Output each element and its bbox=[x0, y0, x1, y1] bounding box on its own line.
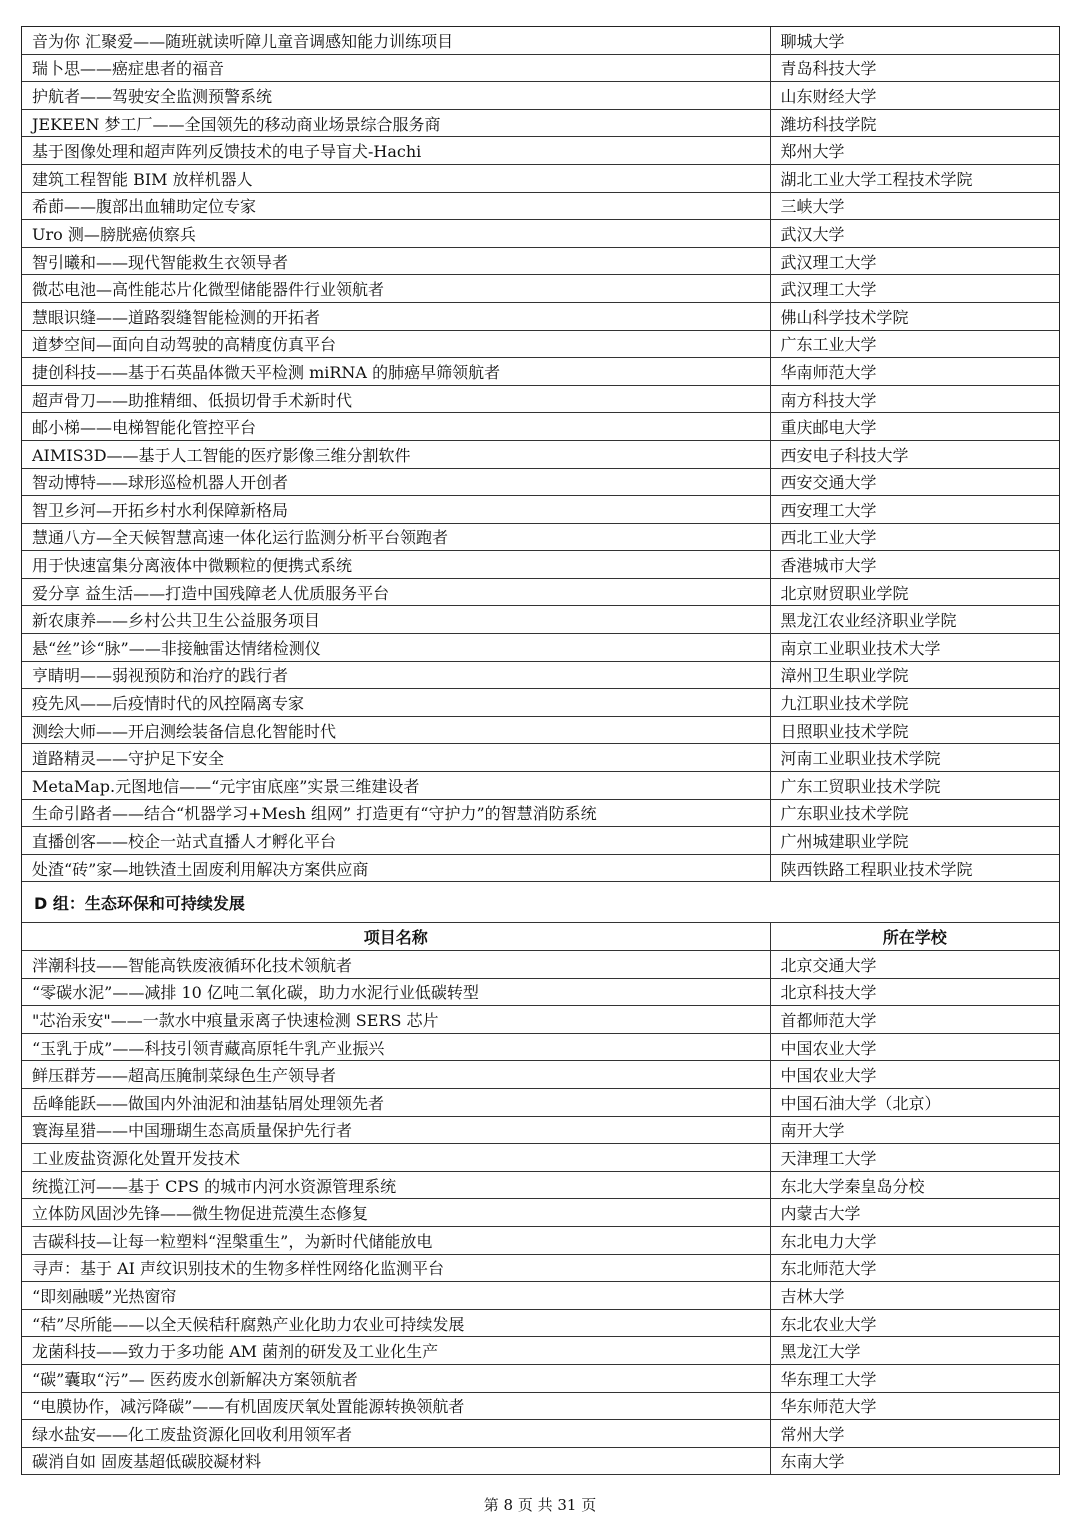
school-cell: 内蒙古大学 bbox=[770, 1199, 1059, 1227]
project-name-cell: 希莭——腹部出血辅助定位专家 bbox=[22, 192, 770, 220]
project-name-cell: 龙菌科技——致力于多功能 AM 菌剂的研发及工业化生产 bbox=[22, 1337, 770, 1365]
table-row bbox=[22, 275, 1059, 303]
school-cell: 青岛科技大学 bbox=[770, 54, 1059, 82]
table-row bbox=[22, 413, 1059, 441]
project-name-cell: 工业废盐资源化处置开发技术 bbox=[22, 1144, 770, 1172]
school-cell: 中国农业大学 bbox=[770, 1061, 1059, 1089]
header-project-name: 项目名称 bbox=[22, 923, 770, 950]
school-cell: 佛山科学技术学院 bbox=[770, 302, 1059, 330]
project-name-cell: “玉乳于成”——科技引领青藏高原牦牛乳产业振兴 bbox=[22, 1033, 770, 1061]
project-name-cell: 用于快速富集分离液体中微颗粒的便携式系统 bbox=[22, 551, 770, 579]
table-row bbox=[22, 716, 1059, 744]
school-cell: 西安电子科技大学 bbox=[770, 440, 1059, 468]
table-row bbox=[22, 1420, 1059, 1448]
project-name-cell: 邮小梯——电梯智能化管控平台 bbox=[22, 413, 770, 441]
school-cell: 广东工业大学 bbox=[770, 330, 1059, 358]
school-cell: 漳州卫生职业学院 bbox=[770, 661, 1059, 689]
table-row bbox=[22, 1447, 1059, 1475]
school-cell: 吉林大学 bbox=[770, 1282, 1059, 1310]
school-cell: 黑龙江大学 bbox=[770, 1337, 1059, 1365]
project-name-cell: 测绘大师——开启测绘装备信息化智能时代 bbox=[22, 716, 770, 744]
school-cell: 东北农业大学 bbox=[770, 1309, 1059, 1337]
project-name-cell: MetaMap.元图地信——“元宇宙底座”实景三维建设者 bbox=[22, 772, 770, 800]
project-name-cell: 建筑工程智能 BIM 放样机器人 bbox=[22, 164, 770, 192]
table-row bbox=[22, 634, 1059, 662]
table-row bbox=[22, 799, 1059, 827]
school-cell: 聊城大学 bbox=[770, 27, 1059, 54]
project-name-cell: 超声骨刀——助推精细、低损切骨手术新时代 bbox=[22, 385, 770, 413]
school-cell: 广东职业技术学院 bbox=[770, 799, 1059, 827]
table-row bbox=[22, 54, 1059, 82]
table-row bbox=[22, 27, 1059, 54]
project-name-cell: 基于图像处理和超声阵列反馈技术的电子导盲犬-Hachi bbox=[22, 137, 770, 165]
school-cell: 南京工业职业技术大学 bbox=[770, 634, 1059, 662]
school-cell: 河南工业职业技术学院 bbox=[770, 744, 1059, 772]
project-name-cell: 微芯电池—高性能芯片化微型储能器件行业领航者 bbox=[22, 275, 770, 303]
project-name-cell: 统揽江河——基于 CPS 的城市内河水资源管理系统 bbox=[22, 1171, 770, 1199]
project-name-cell: 智动博特——球形巡检机器人开创者 bbox=[22, 468, 770, 496]
table-row bbox=[22, 82, 1059, 110]
table-row bbox=[22, 1282, 1059, 1310]
table-row bbox=[22, 164, 1059, 192]
table-row bbox=[22, 978, 1059, 1006]
school-cell: 东北师范大学 bbox=[770, 1254, 1059, 1282]
table-row bbox=[22, 772, 1059, 800]
school-cell: 华东理工大学 bbox=[770, 1364, 1059, 1392]
table-row bbox=[22, 440, 1059, 468]
project-name-cell: 寰海星猎——中国珊瑚生态高质量保护先行者 bbox=[22, 1116, 770, 1144]
school-cell: 日照职业技术学院 bbox=[770, 716, 1059, 744]
school-cell: 西安交通大学 bbox=[770, 468, 1059, 496]
document-sheet bbox=[21, 26, 1060, 1475]
group-c-table bbox=[22, 27, 1059, 882]
table-row bbox=[22, 606, 1059, 634]
school-cell: 郑州大学 bbox=[770, 137, 1059, 165]
table-row bbox=[22, 1364, 1059, 1392]
school-cell: 首都师范大学 bbox=[770, 1006, 1059, 1034]
school-cell: 华南师范大学 bbox=[770, 358, 1059, 386]
table-row bbox=[22, 1116, 1059, 1144]
project-name-cell: JEKEEN 梦工厂——全国领先的移动商业场景综合服务商 bbox=[22, 109, 770, 137]
table-row bbox=[22, 1337, 1059, 1365]
project-name-cell: 碳消自如 固废基超低碳胶凝材料 bbox=[22, 1447, 770, 1475]
table-row bbox=[22, 689, 1059, 717]
school-cell: 东北大学秦皇岛分校 bbox=[770, 1171, 1059, 1199]
school-cell: 湖北工业大学工程技术学院 bbox=[770, 164, 1059, 192]
school-cell: 广州城建职业学院 bbox=[770, 827, 1059, 855]
school-cell: 西北工业大学 bbox=[770, 523, 1059, 551]
project-name-cell: 新农康养——乡村公共卫生公益服务项目 bbox=[22, 606, 770, 634]
project-name-cell: 寻声：基于 AI 声纹识别技术的生物多样性网络化监测平台 bbox=[22, 1254, 770, 1282]
project-name-cell: 亨睛明——弱视预防和治疗的践行者 bbox=[22, 661, 770, 689]
table-row bbox=[22, 358, 1059, 386]
school-cell: 九江职业技术学院 bbox=[770, 689, 1059, 717]
school-cell: 常州大学 bbox=[770, 1420, 1059, 1448]
school-cell: 重庆邮电大学 bbox=[770, 413, 1059, 441]
table-row bbox=[22, 247, 1059, 275]
group-d-body bbox=[22, 951, 1059, 1475]
school-cell: 武汉理工大学 bbox=[770, 275, 1059, 303]
table-row bbox=[22, 1392, 1059, 1420]
table-row bbox=[22, 661, 1059, 689]
group-c-body bbox=[22, 27, 1059, 882]
table-row bbox=[22, 744, 1059, 772]
project-name-cell: 音为你 汇聚爱——随班就读听障儿童音调感知能力训练项目 bbox=[22, 27, 770, 54]
table-row bbox=[22, 523, 1059, 551]
table-row bbox=[22, 192, 1059, 220]
school-cell: 华东师范大学 bbox=[770, 1392, 1059, 1420]
table-row bbox=[22, 330, 1059, 358]
header-school: 所在学校 bbox=[770, 923, 1059, 950]
project-name-cell: 捷创科技——基于石英晶体微天平检测 miRNA 的肺癌早筛领航者 bbox=[22, 358, 770, 386]
project-name-cell: 绿水盐安——化工废盐资源化回收利用领军者 bbox=[22, 1420, 770, 1448]
table-row bbox=[22, 854, 1059, 882]
project-name-cell: “零碳水泥”——减排 10 亿吨二氧化碳，助力水泥行业低碳转型 bbox=[22, 978, 770, 1006]
project-name-cell: 智卫乡河—开拓乡村水利保障新格局 bbox=[22, 496, 770, 524]
school-cell: 北京财贸职业学院 bbox=[770, 578, 1059, 606]
table-row bbox=[22, 109, 1059, 137]
school-cell: 潍坊科技学院 bbox=[770, 109, 1059, 137]
project-name-cell: 智引曦和——现代智能救生衣领导者 bbox=[22, 247, 770, 275]
school-cell: 北京科技大学 bbox=[770, 978, 1059, 1006]
school-cell: 香港城市大学 bbox=[770, 551, 1059, 579]
group-d-title: D 组：生态环保和可持续发展 bbox=[22, 882, 1059, 923]
project-name-cell: “碳”囊取“污”— 医药废水创新解决方案领航者 bbox=[22, 1364, 770, 1392]
table-row bbox=[22, 1033, 1059, 1061]
project-name-cell: 泮潮科技——智能高铁废液循环化技术领航者 bbox=[22, 951, 770, 979]
table-row bbox=[22, 468, 1059, 496]
project-name-cell: 直播创客——校企一站式直播人才孵化平台 bbox=[22, 827, 770, 855]
table-row bbox=[22, 1144, 1059, 1172]
table-row bbox=[22, 1061, 1059, 1089]
table-header-row bbox=[22, 923, 1059, 950]
page-footer: 第 8 页 共 31 页 bbox=[483, 1496, 597, 1514]
school-cell: 陕西铁路工程职业技术学院 bbox=[770, 854, 1059, 882]
project-name-cell: 生命引路者——结合“机器学习+Mesh 组网” 打造更有“守护力”的智慧消防系统 bbox=[22, 799, 770, 827]
table-row bbox=[22, 137, 1059, 165]
project-name-cell: “电膜协作，减污降碳”——有机固废厌氧处置能源转换领航者 bbox=[22, 1392, 770, 1420]
project-name-cell: 疫先风——后疫情时代的风控隔离专家 bbox=[22, 689, 770, 717]
table-row bbox=[22, 385, 1059, 413]
table-row bbox=[22, 1088, 1059, 1116]
school-cell: 南方科技大学 bbox=[770, 385, 1059, 413]
project-name-cell: 悬“丝”诊“脉”——非接触雷达情绪检测仪 bbox=[22, 634, 770, 662]
school-cell: 山东财经大学 bbox=[770, 82, 1059, 110]
project-name-cell: 处渣“砖”家—地铁渣土固废利用解决方案供应商 bbox=[22, 854, 770, 882]
school-cell: 东北电力大学 bbox=[770, 1226, 1059, 1254]
project-name-cell: 慧通八方—全天候智慧高速一体化运行监测分析平台领跑者 bbox=[22, 523, 770, 551]
project-name-cell: 慧眼识缝——道路裂缝智能检测的开拓者 bbox=[22, 302, 770, 330]
school-cell: 天津理工大学 bbox=[770, 1144, 1059, 1172]
school-cell: 北京交通大学 bbox=[770, 951, 1059, 979]
project-name-cell: 瑞卜思——癌症患者的福音 bbox=[22, 54, 770, 82]
table-row bbox=[22, 496, 1059, 524]
table-row bbox=[22, 827, 1059, 855]
table-row bbox=[22, 551, 1059, 579]
school-cell: 西安理工大学 bbox=[770, 496, 1059, 524]
project-name-cell: 道路精灵——守护足下安全 bbox=[22, 744, 770, 772]
project-name-cell: 道梦空间—面向自动驾驶的高精度仿真平台 bbox=[22, 330, 770, 358]
project-name-cell: “即刻融暖”光热窗帘 bbox=[22, 1282, 770, 1310]
table-row bbox=[22, 1309, 1059, 1337]
table-row bbox=[22, 1226, 1059, 1254]
group-d-table bbox=[22, 923, 1059, 1475]
table-row bbox=[22, 1006, 1059, 1034]
school-cell: 中国石油大学（北京） bbox=[770, 1088, 1059, 1116]
table-row bbox=[22, 1254, 1059, 1282]
school-cell: 广东工贸职业技术学院 bbox=[770, 772, 1059, 800]
school-cell: 南开大学 bbox=[770, 1116, 1059, 1144]
table-row bbox=[22, 951, 1059, 979]
project-name-cell: 爱分享 益生活——打造中国残障老人优质服务平台 bbox=[22, 578, 770, 606]
project-name-cell: AIMIS3D——基于人工智能的医疗影像三维分割软件 bbox=[22, 440, 770, 468]
table-row bbox=[22, 578, 1059, 606]
project-name-cell: Uro 测—膀胱癌侦察兵 bbox=[22, 220, 770, 248]
project-name-cell: "芯治汞安"——一款水中痕量汞离子快速检测 SERS 芯片 bbox=[22, 1006, 770, 1034]
school-cell: 武汉理工大学 bbox=[770, 247, 1059, 275]
table-row bbox=[22, 1171, 1059, 1199]
project-name-cell: 立体防风固沙先锋——微生物促进荒漠生态修复 bbox=[22, 1199, 770, 1227]
project-name-cell: “秸”尽所能——以全天候秸秆腐熟产业化助力农业可持续发展 bbox=[22, 1309, 770, 1337]
school-cell: 东南大学 bbox=[770, 1447, 1059, 1475]
school-cell: 武汉大学 bbox=[770, 220, 1059, 248]
school-cell: 中国农业大学 bbox=[770, 1033, 1059, 1061]
table-row bbox=[22, 302, 1059, 330]
project-name-cell: 岳峰能跃——做国内外油泥和油基钻屑处理领先者 bbox=[22, 1088, 770, 1116]
project-name-cell: 吉碳科技—让每一粒塑料“涅槃重生”，为新时代储能放电 bbox=[22, 1226, 770, 1254]
table-row bbox=[22, 1199, 1059, 1227]
project-name-cell: 鲜压群芳——超高压腌制菜绿色生产领导者 bbox=[22, 1061, 770, 1089]
project-name-cell: 护航者——驾驶安全监测预警系统 bbox=[22, 82, 770, 110]
school-cell: 三峡大学 bbox=[770, 192, 1059, 220]
school-cell: 黑龙江农业经济职业学院 bbox=[770, 606, 1059, 634]
table-row bbox=[22, 220, 1059, 248]
